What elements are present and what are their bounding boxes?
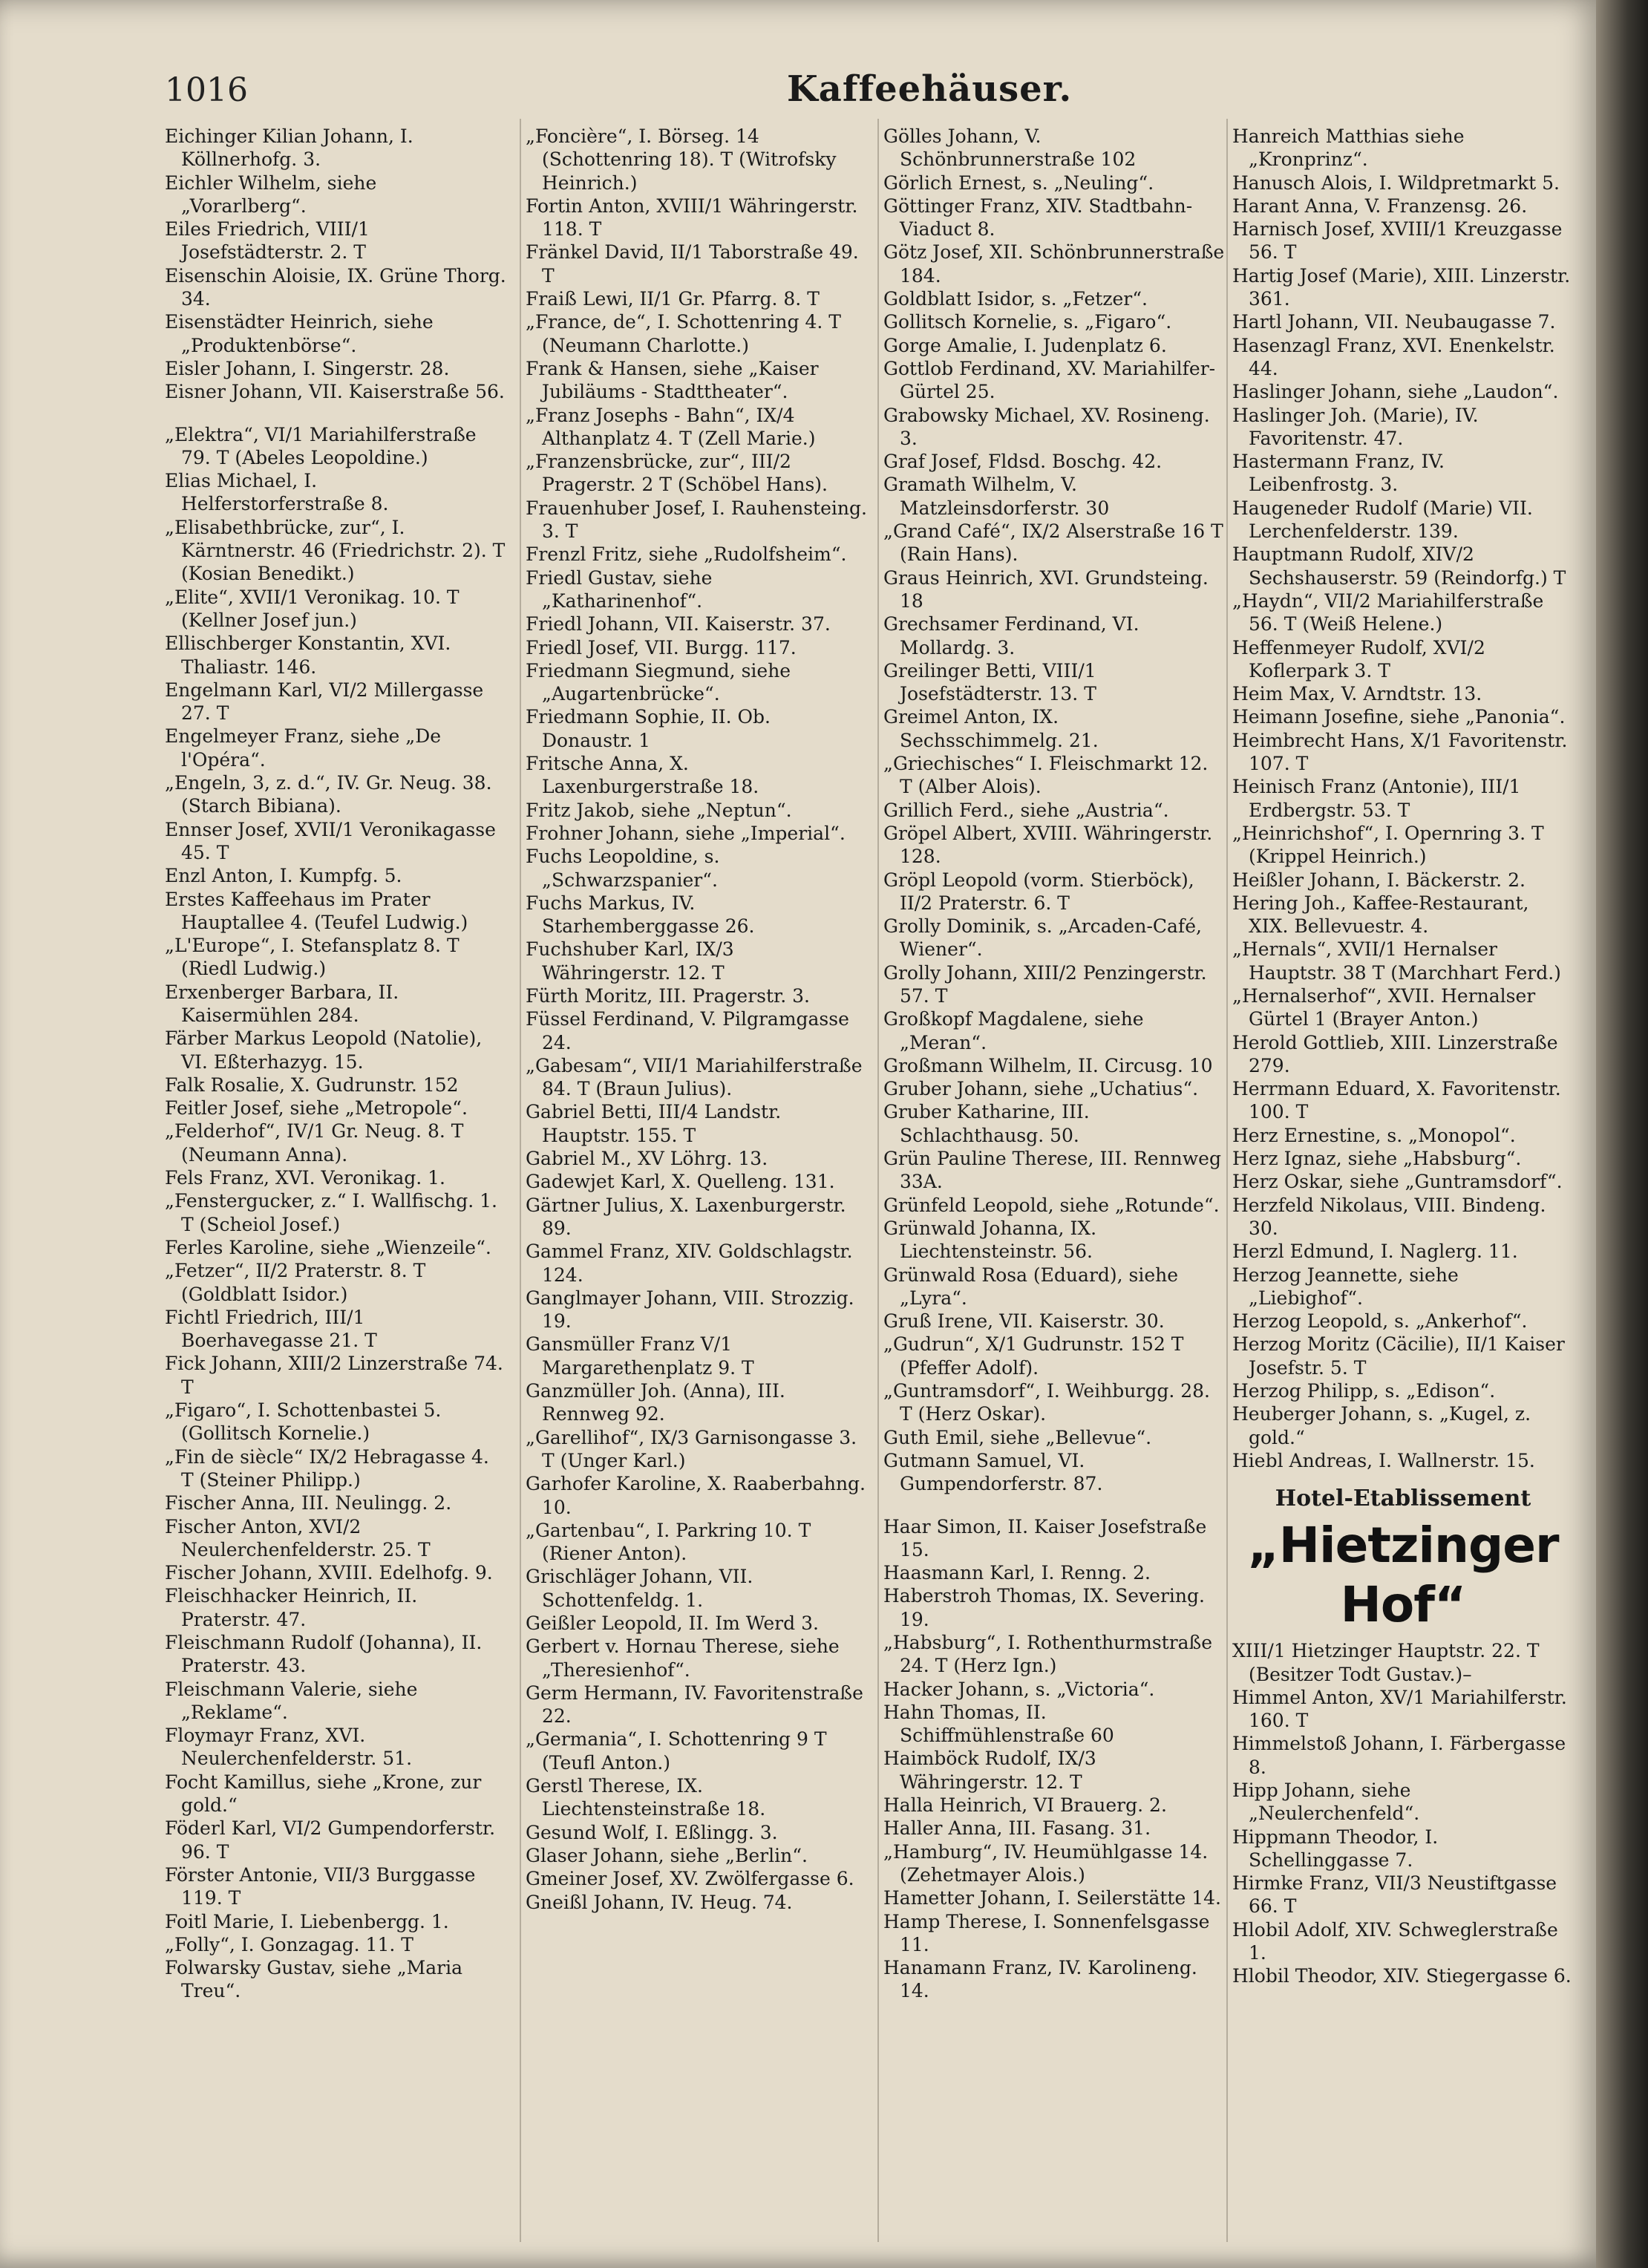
- directory-entry: Fleischhacker Heinrich, II. Praterstr. 47.: [165, 1585, 418, 1630]
- directory-entry: „Elisabethbrücke, zur“, I. Kärntnerstr. 46 (Friedrichstr. 2). T (Kosian Benedikt.): [165, 516, 506, 585]
- directory-entry: Herz Oskar, siehe „Guntramsdorf“.: [1232, 1171, 1563, 1193]
- directory-entry: Eichinger Kilian Johann, I. Köllnerhofg. 3.: [165, 125, 413, 171]
- directory-entry: „Grand Café“, IX/2 Alserstraße 16 T (Rain Hans).: [883, 520, 1223, 566]
- directory-entry: Focht Kamillus, siehe „Krone, zur gold.“: [165, 1771, 482, 1817]
- column-2: [526, 125, 867, 2233]
- directory-entry: Herzog Leopold, s. „Ankerhof“.: [1232, 1310, 1528, 1333]
- directory-entry: „Figaro“, I. Schottenbastei 5. (Gollitsch Kornelie.): [165, 1399, 442, 1445]
- directory-entry: „Gartenbau“, I. Parkring 10. T (Riener Anton).: [526, 1519, 811, 1565]
- directory-entry: Fritsche Anna, X. Laxenburgerstraße 18.: [526, 753, 759, 798]
- directory-entry: „Folly“, I. Gonzagag. 11. T: [165, 1933, 413, 1955]
- directory-entry: Fischer Anna, III. Neulingg. 2.: [165, 1492, 452, 1514]
- column-4-entries: [1232, 125, 1574, 1472]
- directory-entry: „Gabesam“, VII/1 Mariahilferstraße 84. T (Braun Julius).: [526, 1054, 863, 1100]
- directory-entry: Ferles Karoline, siehe „Wienzeile“.: [165, 1236, 491, 1258]
- directory-entry: „Franzensbrücke, zur“, III/2 Pragerstr. 2 T (Schöbel Hans).: [526, 451, 828, 496]
- directory-entry: „Felderhof“, IV/1 Gr. Neug. 8. T (Neumann Anna).: [165, 1120, 464, 1166]
- directory-entry: „Germania“, I. Schottenring 9 T (Teufl Anton.): [526, 1728, 827, 1774]
- column-rule: [520, 119, 521, 2242]
- directory-entry: Friedmann Sophie, II. Ob. Donaustr. 1: [526, 706, 771, 751]
- directory-entry: Herzog Philipp, s. „Edison“.: [1232, 1380, 1496, 1402]
- directory-entry: Hahn Thomas, II. Schiffmühlenstraße 60: [883, 1701, 1114, 1747]
- directory-entry: „France, de“, I. Schottenring 4. T (Neumann Charlotte.): [526, 311, 841, 356]
- directory-entry: Fichtl Friedrich, III/1 Boerhavegasse 21. T: [165, 1306, 377, 1352]
- directory-entry: „Heinrichshof“, I. Opernring 3. T (Krippel Heinrich.): [1232, 822, 1544, 868]
- directory-entry: Heim Max, V. Arndtstr. 13.: [1232, 683, 1482, 705]
- directory-entry: Grolly Dominik, s. „Arcaden-Café, Wiener“.: [883, 915, 1202, 961]
- directory-entry: Folwarsky Gustav, siehe „Maria Treu“.: [165, 1957, 463, 2002]
- directory-entry: Großmann Wilhelm, II. Circusg. 10: [883, 1054, 1213, 1076]
- directory-entry: Gärtner Julius, X. Laxenburgerstr. 89.: [526, 1194, 846, 1239]
- column-3: [883, 125, 1225, 2233]
- directory-entry: Ganzmüller Joh. (Anna), III. Rennweg 92.: [526, 1380, 785, 1425]
- directory-entry: Geißler Leopold, II. Im Werd 3.: [526, 1612, 819, 1634]
- directory-entry: Halla Heinrich, VI Brauerg. 2.: [883, 1794, 1167, 1817]
- hotel-address: XIII/1 Hietzinger Hauptstr. 22. T (Besitzer Todt Gustav.)–: [1232, 1640, 1540, 1685]
- directory-entry: Enzl Anton, I. Kumpfg. 5.: [165, 865, 402, 887]
- hotel-name: „Hietzinger Hof“: [1247, 1517, 1559, 1634]
- directory-entry: Hartig Josef (Marie), XIII. Linzerstr. 361.: [1232, 264, 1571, 310]
- directory-entry: „Hamburg“, IV. Heumühlgasse 14. (Zehetmayer Alois.): [883, 1840, 1209, 1886]
- directory-entry: Hanamann Franz, IV. Karolineng. 14.: [883, 1957, 1197, 2002]
- directory-entry: „Hernals“, XVII/1 Hernalser Hauptstr. 38 T (Marchhart Ferd.): [1232, 938, 1561, 984]
- directory-entry: Foitl Marie, I. Liebenbergg. 1.: [165, 1910, 449, 1932]
- directory-entry: Eisler Johann, I. Singerstr. 28.: [165, 357, 450, 379]
- column-1: [165, 125, 506, 2233]
- directory-entry: Förster Antonie, VII/3 Burggasse 119. T: [165, 1863, 476, 1909]
- directory-entry: „L'Europe“, I. Stefansplatz 8. T (Riedl Ludwig.): [165, 935, 460, 980]
- directory-entry: Germ Hermann, IV. Favoritenstraße 22.: [526, 1682, 863, 1728]
- directory-entry: Herold Gottlieb, XIII. Linzerstraße 279.: [1232, 1031, 1558, 1076]
- directory-entry: „Griechisches“ I. Fleischmarkt 12. T (Alber Alois).: [883, 753, 1209, 798]
- directory-entry: Hippmann Theodor, I. Schellinggasse 7.: [1232, 1826, 1439, 1871]
- directory-entry: Herrmann Eduard, X. Favoritenstr. 100. T: [1232, 1078, 1561, 1123]
- directory-entry: Grolly Johann, XIII/2 Penzingerstr. 57. T: [883, 961, 1207, 1007]
- directory-entry: Erxenberger Barbara, II. Kaisermühlen 284.: [165, 981, 399, 1026]
- directory-entry: Füssel Ferdinand, V. Pilgramgasse 24.: [526, 1008, 849, 1053]
- directory-entry: Engelmann Karl, VI/2 Millergasse 27. T: [165, 679, 484, 725]
- directory-entry: Gölles Johann, V. Schönbrunnerstraße 102: [883, 125, 1137, 171]
- directory-entry: Eisenschin Aloisie, IX. Grüne Thorg. 34.: [165, 264, 506, 310]
- directory-entry: Gansmüller Franz V/1 Margarethenplatz 9. T: [526, 1333, 754, 1379]
- directory-entry: „Guntramsdorf“, I. Weihburgg. 28. T (Herz Oskar).: [883, 1380, 1210, 1425]
- directory-entry: Fischer Johann, XVIII. Edelhofg. 9.: [165, 1562, 493, 1584]
- directory-entry: Herzl Edmund, I. Naglerg. 11.: [1232, 1241, 1518, 1263]
- directory-entry: Hasenzagl Franz, XVI. Enenkelstr. 44.: [1232, 334, 1555, 379]
- directory-entry: Haugeneder Rudolf (Marie) VII. Lerchenfelderstr. 139.: [1232, 497, 1533, 543]
- directory-entry: Hamp Therese, I. Sonnenfelsgasse 11.: [883, 1910, 1210, 1955]
- directory-entry: Fuchs Leopoldine, s. „Schwarzspanier“.: [526, 846, 720, 891]
- directory-entry: Eisenstädter Heinrich, siehe „Produktenbörse“.: [165, 311, 434, 356]
- directory-entry: Färber Markus Leopold (Natolie), VI. Eßterhazyg. 15.: [165, 1027, 483, 1073]
- directory-entry: Gruber Johann, siehe „Uchatius“.: [883, 1078, 1199, 1100]
- book-spine-edge: [1596, 0, 1648, 2268]
- entry-gap: [883, 1496, 1225, 1515]
- directory-entry: Glaser Johann, siehe „Berlin“.: [526, 1844, 808, 1866]
- directory-entry: Herzog Moritz (Cäcilie), II/1 Kaiser Josefstr. 5. T: [1232, 1333, 1565, 1379]
- directory-entry: Eiles Friedrich, VIII/1 Josefstädterstr. 2. T: [165, 218, 370, 264]
- directory-entry: Hiebl Andreas, I. Wallnerstr. 15.: [1232, 1449, 1535, 1471]
- directory-entry: Gollitsch Kornelie, s. „Figaro“.: [883, 311, 1172, 333]
- directory-entry: Haimböck Rudolf, IX/3 Währingerstr. 12. T: [883, 1748, 1096, 1793]
- directory-entry: Friedl Johann, VII. Kaiserstr. 37.: [526, 613, 831, 635]
- directory-entry: Hastermann Franz, IV. Leibenfrostg. 3.: [1232, 451, 1445, 496]
- column-rule: [1226, 119, 1228, 2242]
- directory-entry: Haberstroh Thomas, IX. Severing. 19.: [883, 1585, 1205, 1630]
- entry-gap: [165, 404, 506, 423]
- directory-entry: Frohner Johann, siehe „Imperial“.: [526, 822, 846, 844]
- directory-entry: Erstes Kaffeehaus im Prater Hauptallee 4. (Teufel Ludwig.): [165, 888, 468, 933]
- directory-entry: „Fenstergucker, z.“ I. Wallfischg. 1. T (Scheiol Josef.): [165, 1190, 497, 1235]
- directory-entry: Fürth Moritz, III. Pragerstr. 3.: [526, 984, 810, 1007]
- directory-entry: Herzog Jeannette, siehe „Liebighof“.: [1232, 1264, 1459, 1309]
- directory-entry: Gmeiner Josef, XV. Zwölfergasse 6.: [526, 1868, 854, 1890]
- directory-entry: Grünfeld Leopold, siehe „Rotunde“.: [883, 1194, 1220, 1216]
- directory-entry: Gerstl Therese, IX. Liechtensteinstraße 18.: [526, 1775, 766, 1820]
- directory-entry: Gröpl Leopold (vorm. Stierböck), II/2 Praterstr. 6. T: [883, 869, 1194, 914]
- directory-entry: „Franz Josephs - Bahn“, IX/4 Althanplatz 4. T (Zell Marie.): [526, 404, 816, 449]
- directory-entry: Gneißl Johann, IV. Heug. 74.: [526, 1891, 793, 1913]
- directory-entry: Heuberger Johann, s. „Kugel, z. gold.“: [1232, 1403, 1531, 1448]
- directory-entry: Fuchs Markus, IV. Starhemberggasse 26.: [526, 892, 755, 938]
- directory-entry: Eisner Johann, VII. Kaiserstraße 56.: [165, 381, 505, 403]
- directory-entry: Hirmke Franz, VII/3 Neustiftgasse 66. T: [1232, 1872, 1557, 1918]
- directory-entry: Herz Ignaz, siehe „Habsburg“.: [1232, 1148, 1522, 1170]
- directory-entry: „Elektra“, VI/1 Mariahilferstraße 79. T (Abeles Leopoldine.): [165, 423, 477, 468]
- directory-entry: Gottlob Ferdinand, XV. Mariahilfer-Gürtel 25.: [883, 357, 1216, 403]
- directory-entry: Großkopf Magdalene, siehe „Meran“.: [883, 1008, 1144, 1053]
- directory-entry: Görlich Ernest, s. „Neuling“.: [883, 171, 1154, 194]
- directory-entry: Graf Josef, Fldsd. Boschg. 42.: [883, 451, 1163, 473]
- directory-entry: Fritz Jakob, siehe „Neptun“.: [526, 799, 792, 821]
- directory-entry: Gammel Franz, XIV. Goldschlagstr. 124.: [526, 1241, 853, 1286]
- directory-entry: Falk Rosalie, X. Gudrunstr. 152: [165, 1073, 459, 1096]
- directory-entry: Heimann Josefine, siehe „Panonia“.: [1232, 706, 1566, 728]
- directory-entry: Friedl Gustav, siehe „Katharinenhof“.: [526, 566, 713, 612]
- column-rule: [877, 119, 879, 2242]
- directory-entry: Götz Josef, XII. Schönbrunnerstraße 184.: [883, 241, 1225, 287]
- directory-entry: „Foncière“, I. Börseg. 14 (Schottenring 18). T (Witrofsky Heinrich.): [526, 125, 837, 194]
- directory-entry: Gruß Irene, VII. Kaiserstr. 30.: [883, 1310, 1165, 1333]
- directory-entry: Greimel Anton, IX. Sechsschimmelg. 21.: [883, 706, 1099, 751]
- directory-entry: Haslinger Johann, siehe „Laudon“.: [1232, 381, 1559, 403]
- directory-entry: Gerbert v. Hornau Therese, siehe „Theresienhof“.: [526, 1635, 840, 1681]
- directory-entry: „Fin de siècle“ IX/2 Hebragasse 4. T (Steiner Philipp.): [165, 1445, 489, 1491]
- directory-entry: Grünwald Rosa (Eduard), siehe „Lyra“.: [883, 1264, 1179, 1309]
- directory-entry: Gröpel Albert, XVIII. Währingerstr. 128.: [883, 822, 1213, 868]
- directory-entry: Ellischberger Konstantin, XVI. Thaliastr. 146.: [165, 633, 451, 678]
- directory-entry: Harant Anna, V. Franzensg. 26.: [1232, 195, 1528, 217]
- directory-entry: Heffenmeyer Rudolf, XVI/2 Koflerpark 3. T: [1232, 636, 1485, 682]
- directory-entry: Herz Ernestine, s. „Monopol“.: [1232, 1124, 1516, 1146]
- directory-entry: Fränkel David, II/1 Taborstraße 49. T: [526, 241, 859, 287]
- hotel-label: Hotel-Etablissement: [1275, 1486, 1531, 1512]
- directory-entry: „Elite“, XVII/1 Veronikag. 10. T (Kellner Josef jun.): [165, 586, 460, 631]
- directory-entry: Engelmeyer Franz, siehe „De l'Opéra“.: [165, 725, 442, 771]
- directory-entry: Hering Joh., Kaffee-Restaurant, XIX. Bellevuestr. 4.: [1232, 892, 1529, 938]
- directory-entry: Hametter Johann, I. Seilerstätte 14.: [883, 1887, 1221, 1909]
- directory-entry: Fischer Anton, XVI/2 Neulerchenfelderstr. 25. T: [165, 1515, 431, 1561]
- directory-entry: Gorge Amalie, I. Judenplatz 6.: [883, 334, 1167, 356]
- directory-entry: Hacker Johann, s. „Victoria“.: [883, 1678, 1155, 1700]
- directory-entry: Gesund Wolf, I. Eßlingg. 3.: [526, 1821, 778, 1843]
- directory-entry: Gruber Katharine, III. Schlachthausg. 50.: [883, 1101, 1090, 1146]
- directory-entry: Hlobil Adolf, XIV. Schweglerstraße 1.: [1232, 1918, 1558, 1964]
- directory-entry: Heißler Johann, I. Bäckerstr. 2.: [1232, 869, 1526, 891]
- directory-entry: „Engeln, 3, z. d.“, IV. Gr. Neug. 38. (Starch Bibiana).: [165, 772, 492, 817]
- directory-entry: Grabowsky Michael, XV. Rosineng. 3.: [883, 404, 1210, 449]
- directory-entry: Haslinger Joh. (Marie), IV. Favoritenstr. 47.: [1232, 404, 1479, 449]
- directory-entry: Guth Emil, siehe „Bellevue“.: [883, 1426, 1152, 1448]
- directory-entry: Fick Johann, XIII/2 Linzerstraße 74. T: [165, 1353, 503, 1398]
- directory-entry: Heimbrecht Hans, X/1 Favoritenstr. 107. T: [1232, 729, 1568, 775]
- directory-entry: Grechsamer Ferdinand, VI. Mollardg. 3.: [883, 613, 1139, 658]
- directory-entry: Grischläger Johann, VII. Schottenfeldg. 1.: [526, 1566, 753, 1611]
- column-4: [1232, 125, 1574, 2233]
- directory-entry: Graus Heinrich, XVI. Grundsteing. 18: [883, 566, 1209, 612]
- directory-entry: „Garellihof“, IX/3 Garnisongasse 3. T (Unger Karl.): [526, 1426, 857, 1471]
- directory-entry: Herzfeld Nikolaus, VIII. Bindeng. 30.: [1232, 1194, 1546, 1239]
- directory-entry: „Hernalserhof“, XVII. Hernalser Gürtel 1 (Brayer Anton.): [1232, 984, 1536, 1030]
- directory-entry: „Haydn“, VII/2 Mariahilferstraße 56. T (Weiß Helene.): [1232, 589, 1544, 635]
- running-head: Kaffeehäuser.: [787, 68, 1073, 110]
- directory-entry: Himmelstoß Johann, I. Färbergasse 8.: [1232, 1733, 1566, 1778]
- page-number: 1016: [165, 71, 248, 109]
- directory-entry: Gutmann Samuel, VI. Gumpendorferstr. 87.: [883, 1449, 1103, 1495]
- directory-entry: Fleischmann Rudolf (Johanna), II. Praterstr. 43.: [165, 1632, 483, 1677]
- directory-entry: Elias Michael, I. Helferstorferstraße 8.: [165, 470, 389, 515]
- directory-entry: „Gudrun“, X/1 Gudrunstr. 152 T (Pfeffer Adolf).: [883, 1333, 1184, 1379]
- directory-entry: Haar Simon, II. Kaiser Josefstraße 15.: [883, 1515, 1207, 1561]
- column-4-entries-after-hotel: [1232, 1686, 1574, 1988]
- directory-entry: Feitler Josef, siehe „Metropole“.: [165, 1097, 468, 1120]
- directory-entry: Hanreich Matthias siehe „Kronprinz“.: [1232, 125, 1465, 171]
- directory-entry: Gabriel Betti, III/4 Landstr. Hauptstr. 155. T: [526, 1101, 782, 1146]
- directory-entry: Frank & Hansen, siehe „Kaiser Jubiläums - Stadttheater“.: [526, 357, 819, 403]
- directory-entry: Himmel Anton, XV/1 Mariahilferstr. 160. T: [1232, 1686, 1567, 1732]
- directory-entry: Fleischmann Valerie, siehe „Reklame“.: [165, 1678, 418, 1723]
- directory-entry: „Habsburg“, I. Rothenthurmstraße 24. T (Herz Ign.): [883, 1632, 1213, 1677]
- directory-entry: Harnisch Josef, XVIII/1 Kreuzgasse 56. T: [1232, 218, 1563, 264]
- directory-entry: Fuchshuber Karl, IX/3 Währingerstr. 12. T: [526, 938, 734, 984]
- directory-entry: Ennser Josef, XVII/1 Veronikagasse 45. T: [165, 818, 496, 863]
- directory-entry: „Fetzer“, II/2 Praterstr. 8. T (Goldblatt Isidor.): [165, 1260, 426, 1305]
- directory-entry: Haasmann Karl, I. Renng. 2.: [883, 1562, 1151, 1584]
- directory-entry: Hipp Johann, siehe „Neulerchenfeld“.: [1232, 1780, 1420, 1825]
- directory-entry: Garhofer Karoline, X. Raaberbahng. 10.: [526, 1473, 866, 1518]
- directory-entry: Hauptmann Rudolf, XIV/2 Sechshauserstr. 59 (Reindorfg.) T: [1232, 543, 1566, 589]
- directory-entry: Gabriel M., XV Löhrg. 13.: [526, 1148, 768, 1170]
- directory-entry: Heinisch Franz (Antonie), III/1 Erdbergstr. 53. T: [1232, 776, 1521, 821]
- directory-entry: Grün Pauline Therese, III. Rennweg 33A.: [883, 1148, 1221, 1193]
- directory-entry: Frenzl Fritz, siehe „Rudolfsheim“.: [526, 543, 847, 566]
- directory-entry: Hanusch Alois, I. Wildpretmarkt 5.: [1232, 171, 1560, 194]
- directory-entry: Grünwald Johanna, IX. Liechtensteinstr. 56.: [883, 1217, 1097, 1263]
- directory-entry: Fraiß Lewi, II/1 Gr. Pfarrg. 8. T: [526, 288, 820, 310]
- directory-entry: Göttinger Franz, XIV. Stadtbahn-Viaduct 8.: [883, 195, 1193, 241]
- directory-entry: Greilinger Betti, VIII/1 Josefstädterstr. 13. T: [883, 659, 1096, 705]
- directory-entry: Floymayr Franz, XVI. Neulerchenfelderstr. 51.: [165, 1725, 413, 1770]
- directory-entry: Hlobil Theodor, XIV. Stiegergasse 6.: [1232, 1965, 1572, 1987]
- directory-entry: Eichler Wilhelm, siehe „Vorarlberg“.: [165, 171, 377, 217]
- directory-entry: Friedmann Siegmund, siehe „Augartenbrücke“.: [526, 659, 791, 705]
- directory-entry: Gadewjet Karl, X. Quelleng. 131.: [526, 1171, 835, 1193]
- directory-entry: Grillich Ferd., siehe „Austria“.: [883, 799, 1169, 821]
- directory-entry: Fels Franz, XVI. Veronikag. 1.: [165, 1167, 445, 1189]
- directory-entry: Hartl Johann, VII. Neubaugasse 7.: [1232, 311, 1556, 333]
- directory-entry: Ganglmayer Johann, VIII. Strozzig. 19.: [526, 1287, 854, 1333]
- directory-entry: Friedl Josef, VII. Burgg. 117.: [526, 636, 797, 658]
- directory-entry: Frauenhuber Josef, I. Rauhensteing. 3. T: [526, 497, 867, 543]
- directory-entry: Gramath Wilhelm, V. Matzleinsdorferstr. 30: [883, 474, 1110, 519]
- directory-entry: Föderl Karl, VI/2 Gumpendorferstr. 96. T: [165, 1817, 496, 1863]
- directory-entry: Goldblatt Isidor, s. „Fetzer“.: [883, 288, 1148, 310]
- directory-entry: Haller Anna, III. Fasang. 31.: [883, 1817, 1151, 1840]
- directory-entry: Fortin Anton, XVIII/1 Währingerstr. 118. T: [526, 195, 858, 241]
